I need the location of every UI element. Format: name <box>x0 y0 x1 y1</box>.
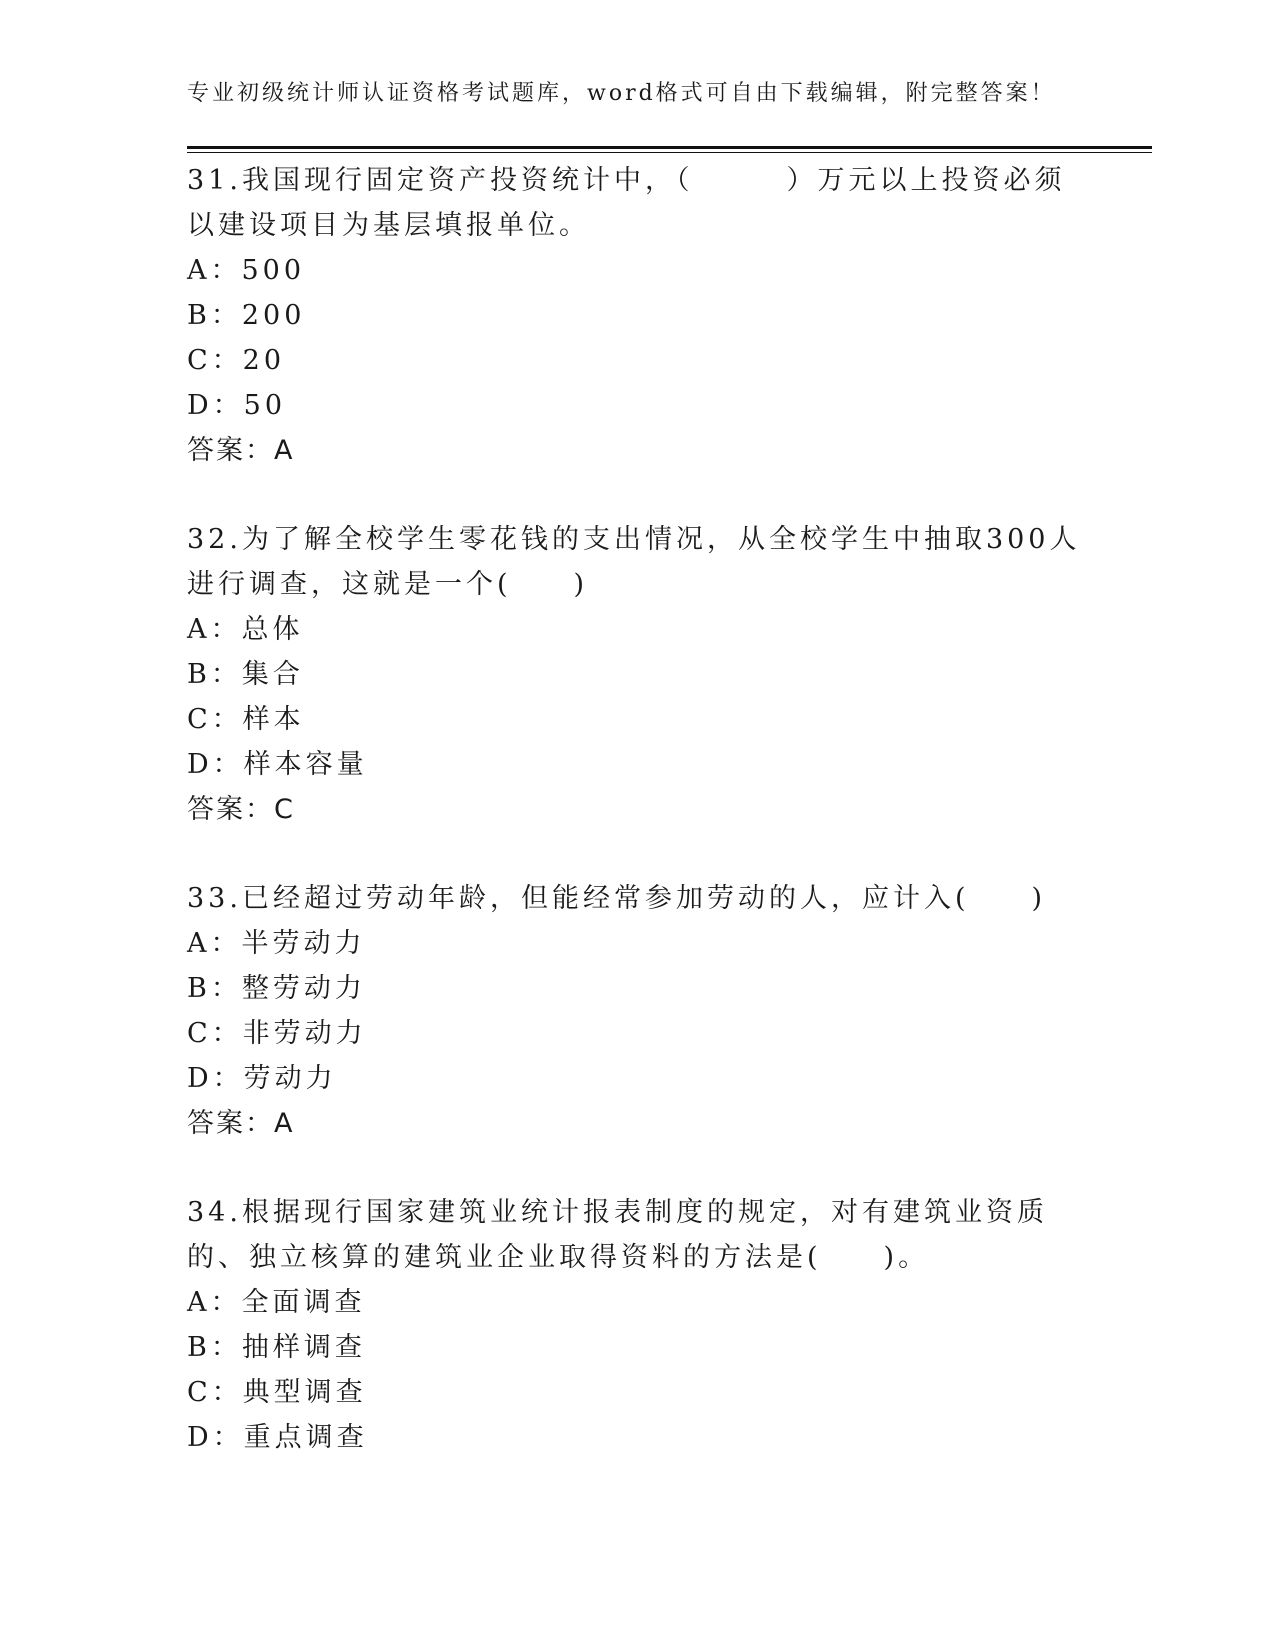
question-stem: 33.已经超过劳动年龄，但能经常参加劳动的人，应计入( ) <box>187 883 1047 914</box>
option-b: B：整劳动力 <box>187 973 366 1004</box>
question-34 <box>187 1190 1087 1460</box>
question-stem: 32.为了解全校学生零花钱的支出情况，从全校学生中抽取300人进行调查，这就是一个( ) <box>187 524 1081 600</box>
option-a: A：总体 <box>187 614 304 645</box>
option-b: B：集合 <box>187 659 304 690</box>
option-c: C：非劳动力 <box>187 1018 367 1049</box>
option-c: C：典型调查 <box>187 1377 367 1408</box>
option-b: B：200 <box>187 300 306 331</box>
answer-line: 答案：A <box>187 435 295 466</box>
option-a: A：500 <box>187 255 306 286</box>
page-header: 专业初级统计师认证资格考试题库，word格式可自由下载编辑，附完整答案！ <box>187 81 1056 106</box>
option-d: D：劳动力 <box>187 1063 337 1094</box>
question-33 <box>187 876 1087 1146</box>
answer-line: 答案：A <box>187 1108 295 1139</box>
option-d: D：重点调查 <box>187 1422 368 1453</box>
question-32 <box>187 517 1087 832</box>
option-d: D：50 <box>187 390 287 421</box>
question-stem: 34.根据现行国家建筑业统计报表制度的规定，对有建筑业资质的、独立核算的建筑业企业取得资料的方法是( )。 <box>187 1197 1048 1273</box>
answer-line: 答案：C <box>187 794 295 825</box>
question-stem: 31.我国现行固定资产投资统计中，（ ）万元以上投资必须以建设项目为基层填报单位。 <box>187 165 1066 241</box>
header-rule-thin <box>187 152 1152 153</box>
option-c: C：20 <box>187 345 286 376</box>
option-b: B：抽样调查 <box>187 1332 366 1363</box>
option-a: A：全面调查 <box>187 1287 366 1318</box>
header-rule-thick <box>187 146 1152 149</box>
option-c: C：样本 <box>187 704 305 735</box>
option-a: A：半劳动力 <box>187 928 366 959</box>
question-31 <box>187 158 1087 473</box>
question-list <box>187 158 1087 1504</box>
option-d: D：样本容量 <box>187 749 368 780</box>
